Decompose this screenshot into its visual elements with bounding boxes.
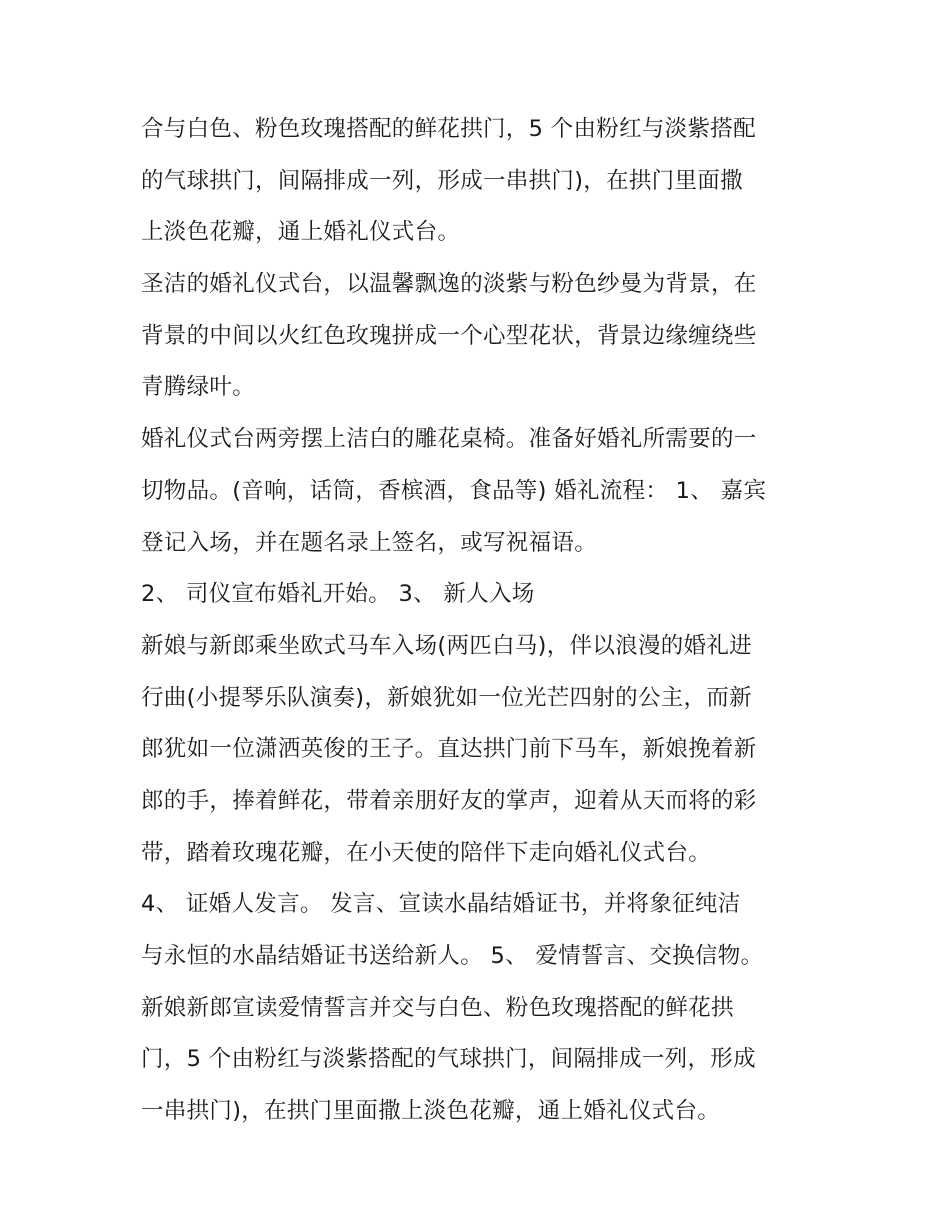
text-line: 2、 司仪宣布婚礼开始。 3、 新人入场 [141, 581, 535, 608]
text-line: 郎的手，捧着鲜花，带着亲朋好友的掌声，迎着从天而将的彩 [141, 787, 757, 814]
text-line: 圣洁的婚礼仪式台，以温馨飘逸的淡紫与粉色纱曼为背景，在 [141, 271, 757, 298]
text-line: 的气球拱门，间隔排成一列，形成一串拱门)，在拱门里面撒 [141, 167, 743, 194]
text-line: 一串拱门)，在拱门里面撒上淡色花瓣，通上婚礼仪式台。 [141, 1098, 721, 1125]
text-line: 门，5 个由粉红与淡紫搭配的气球拱门，间隔排成一列，形成 [141, 1046, 756, 1073]
text-line: 与永恒的水晶结婚证书送给新人。 5、 爱情誓言、交换信物。 [141, 943, 764, 969]
text-line: 郎犹如一位潇洒英俊的王子。直达拱门前下马车，新娘挽着新 [141, 736, 757, 763]
text-line: 带，踏着玫瑰花瓣，在小天使的陪伴下走向婚礼仪式台。 [141, 839, 712, 866]
text-line: 上淡色花瓣，通上婚礼仪式台。 [141, 219, 461, 246]
text-line: 登记入场，并在题名录上签名，或写祝福语。 [141, 529, 598, 556]
text-line: 切物品。(音响，话筒，香槟酒，食品等) 婚礼流程： 1、 嘉宾 [141, 477, 767, 504]
text-line: 合与白色、粉色玫瑰搭配的鲜花拱门，5 个由粉红与淡紫搭配 [141, 116, 756, 142]
text-line: 背景的中间以火红色玫瑰拼成一个心型花状，背景边缘缠绕些 [141, 322, 757, 349]
text-line: 新娘与新郎乘坐欧式马车入场(两匹白马)，伴以浪漫的婚礼进 [141, 632, 752, 659]
text-line: 4、 证婚人发言。 发言、宣读水晶结婚证书，并将象征纯洁 [141, 891, 741, 918]
text-line: 青腾绿叶。 [141, 374, 256, 401]
text-line: 婚礼仪式台两旁摆上洁白的雕花桌椅。准备好婚礼所需要的一 [141, 426, 757, 453]
text-line: 新娘新郎宣读爱情誓言并交与白色、粉色玫瑰搭配的鲜花拱 [141, 994, 734, 1021]
text-line: 行曲(小提琴乐队演奏)，新娘犹如一位光芒四射的公主，而新 [141, 684, 752, 711]
document-body [141, 104, 821, 1138]
